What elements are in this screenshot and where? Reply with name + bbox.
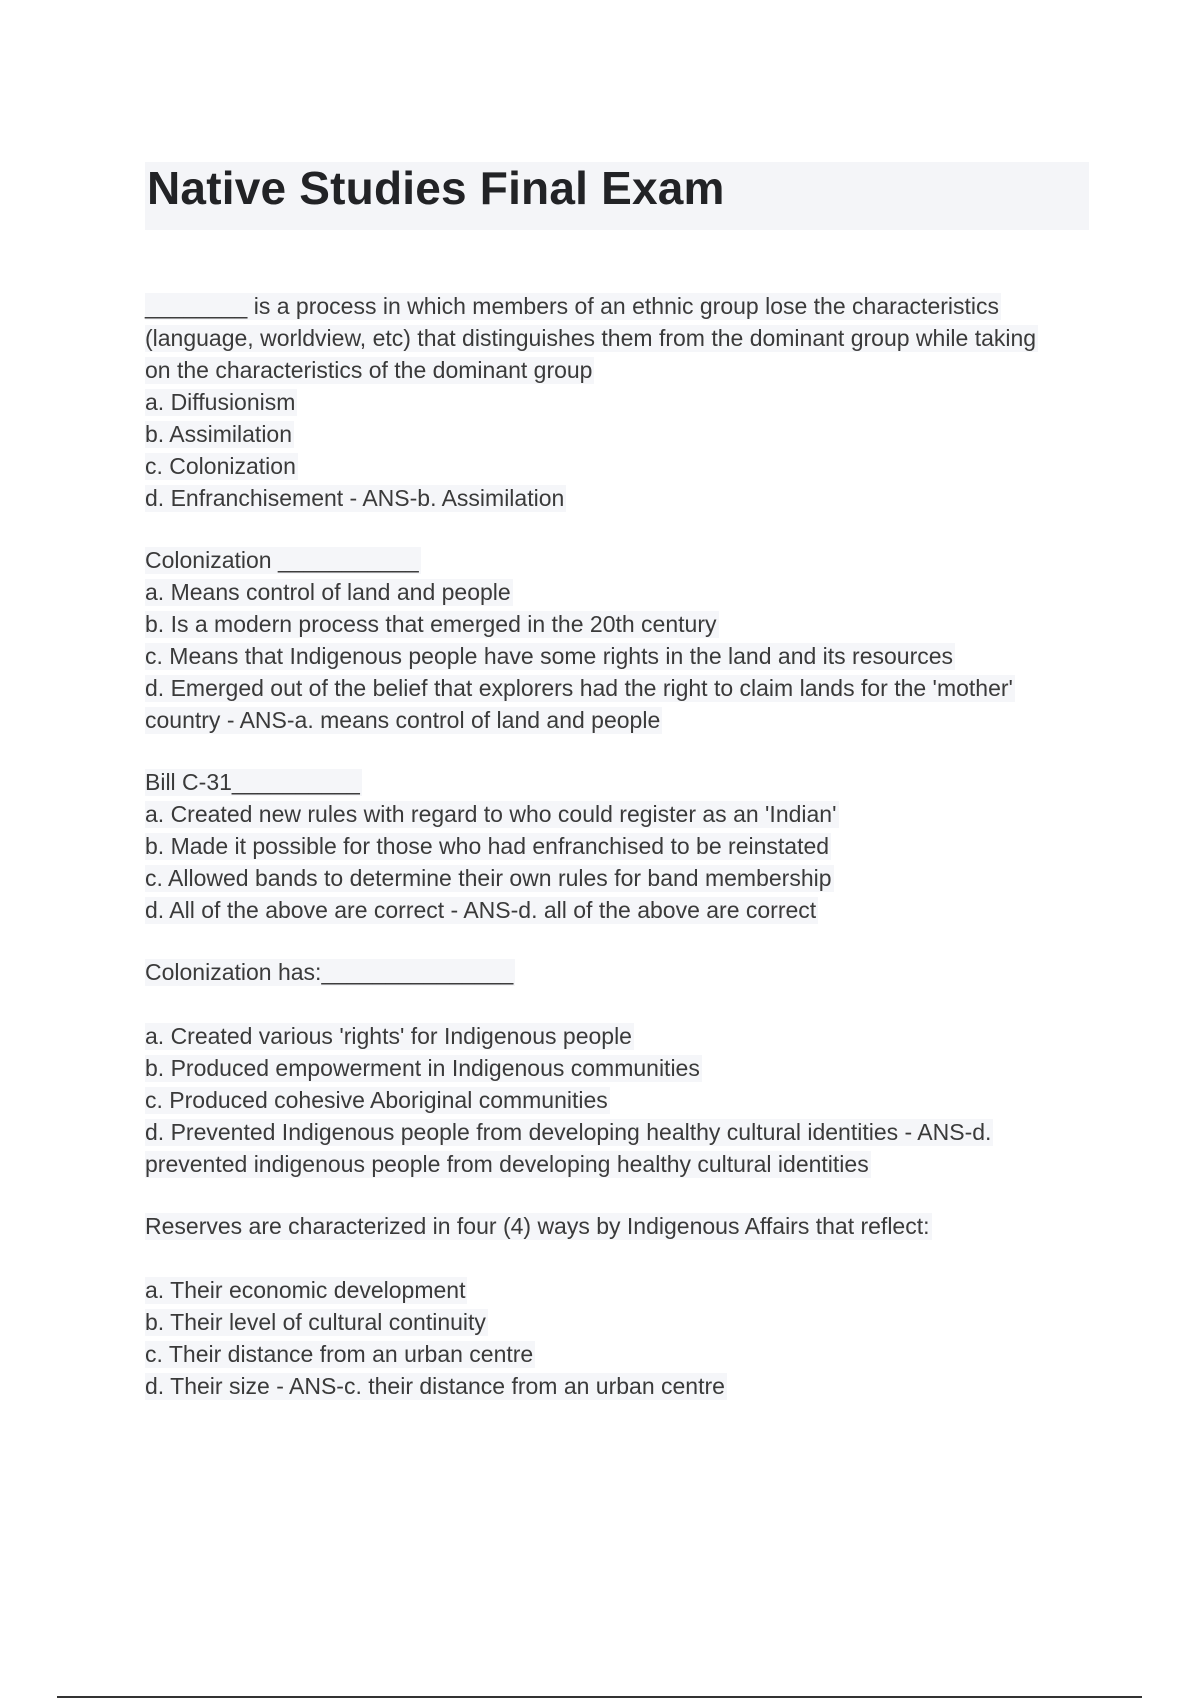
question-3-option-c: c. Allowed bands to determine their own rules for band membership [145,865,832,891]
exam-content [145,290,1090,1432]
question-1-option-a: a. Diffusionism [145,389,296,415]
question-1-prompt-line-1: ________ is a process in which members of an ethnic group lose the characteristics [145,293,1000,319]
question-4-option-d: d. Prevented Indigenous people from developing healthy cultural identities - ANS-d. [145,1119,992,1145]
footer-rule [57,1696,1142,1698]
question-4-option-c: c. Produced cohesive Aboriginal communities [145,1087,608,1113]
question-2-answer: country - ANS-a. means control of land and people [145,707,661,733]
question-3-option-a: a. Created new rules with regard to who could register as an 'Indian' [145,801,837,827]
question-2-option-d: d. Emerged out of the belief that explorers had the right to claim lands for the 'mother' [145,675,1013,701]
question-4-spacer [145,988,1090,1020]
question-5-spacer [145,1242,1090,1274]
question-5-option-d-answer: d. Their size - ANS-c. their distance from an urban centre [145,1373,725,1399]
question-5 [145,1210,1090,1402]
question-4-answer: prevented indigenous people from developing healthy cultural identities [145,1151,869,1177]
question-1-option-d-answer: d. Enfranchisement - ANS-b. Assimilation [145,485,565,511]
question-1-prompt-line-3: on the characteristics of the dominant group [145,357,593,383]
question-1 [145,290,1090,514]
question-2-option-a: a. Means control of land and people [145,579,511,605]
question-4-option-a: a. Created various 'rights' for Indigenous people [145,1023,632,1049]
question-5-option-a: a. Their economic development [145,1277,466,1303]
question-5-option-c: c. Their distance from an urban centre [145,1341,534,1367]
question-2 [145,544,1090,736]
question-4-prompt: Colonization has:_______________ [145,959,514,985]
question-3-option-d-answer: d. All of the above are correct - ANS-d. all of the above are correct [145,897,817,923]
question-3-option-b: b. Made it possible for those who had enfranchised to be reinstated [145,833,830,859]
page-title: Native Studies Final Exam [147,162,725,214]
question-3-prompt: Bill C-31__________ [145,769,360,795]
question-2-option-c: c. Means that Indigenous people have some rights in the land and its resources [145,643,954,669]
question-2-option-b: b. Is a modern process that emerged in the 20th century [145,611,717,637]
question-4 [145,956,1090,1180]
question-5-prompt: Reserves are characterized in four (4) ways by Indigenous Affairs that reflect: [145,1213,930,1239]
question-1-prompt-line-2: (language, worldview, etc) that distinguishes them from the dominant group while taking [145,325,1037,351]
question-2-prompt: Colonization ___________ [145,547,419,573]
question-4-option-b: b. Produced empowerment in Indigenous communities [145,1055,700,1081]
question-3 [145,766,1090,926]
question-1-option-c: c. Colonization [145,453,296,479]
question-5-option-b: b. Their level of cultural continuity [145,1309,486,1335]
question-1-option-b: b. Assimilation [145,421,293,447]
